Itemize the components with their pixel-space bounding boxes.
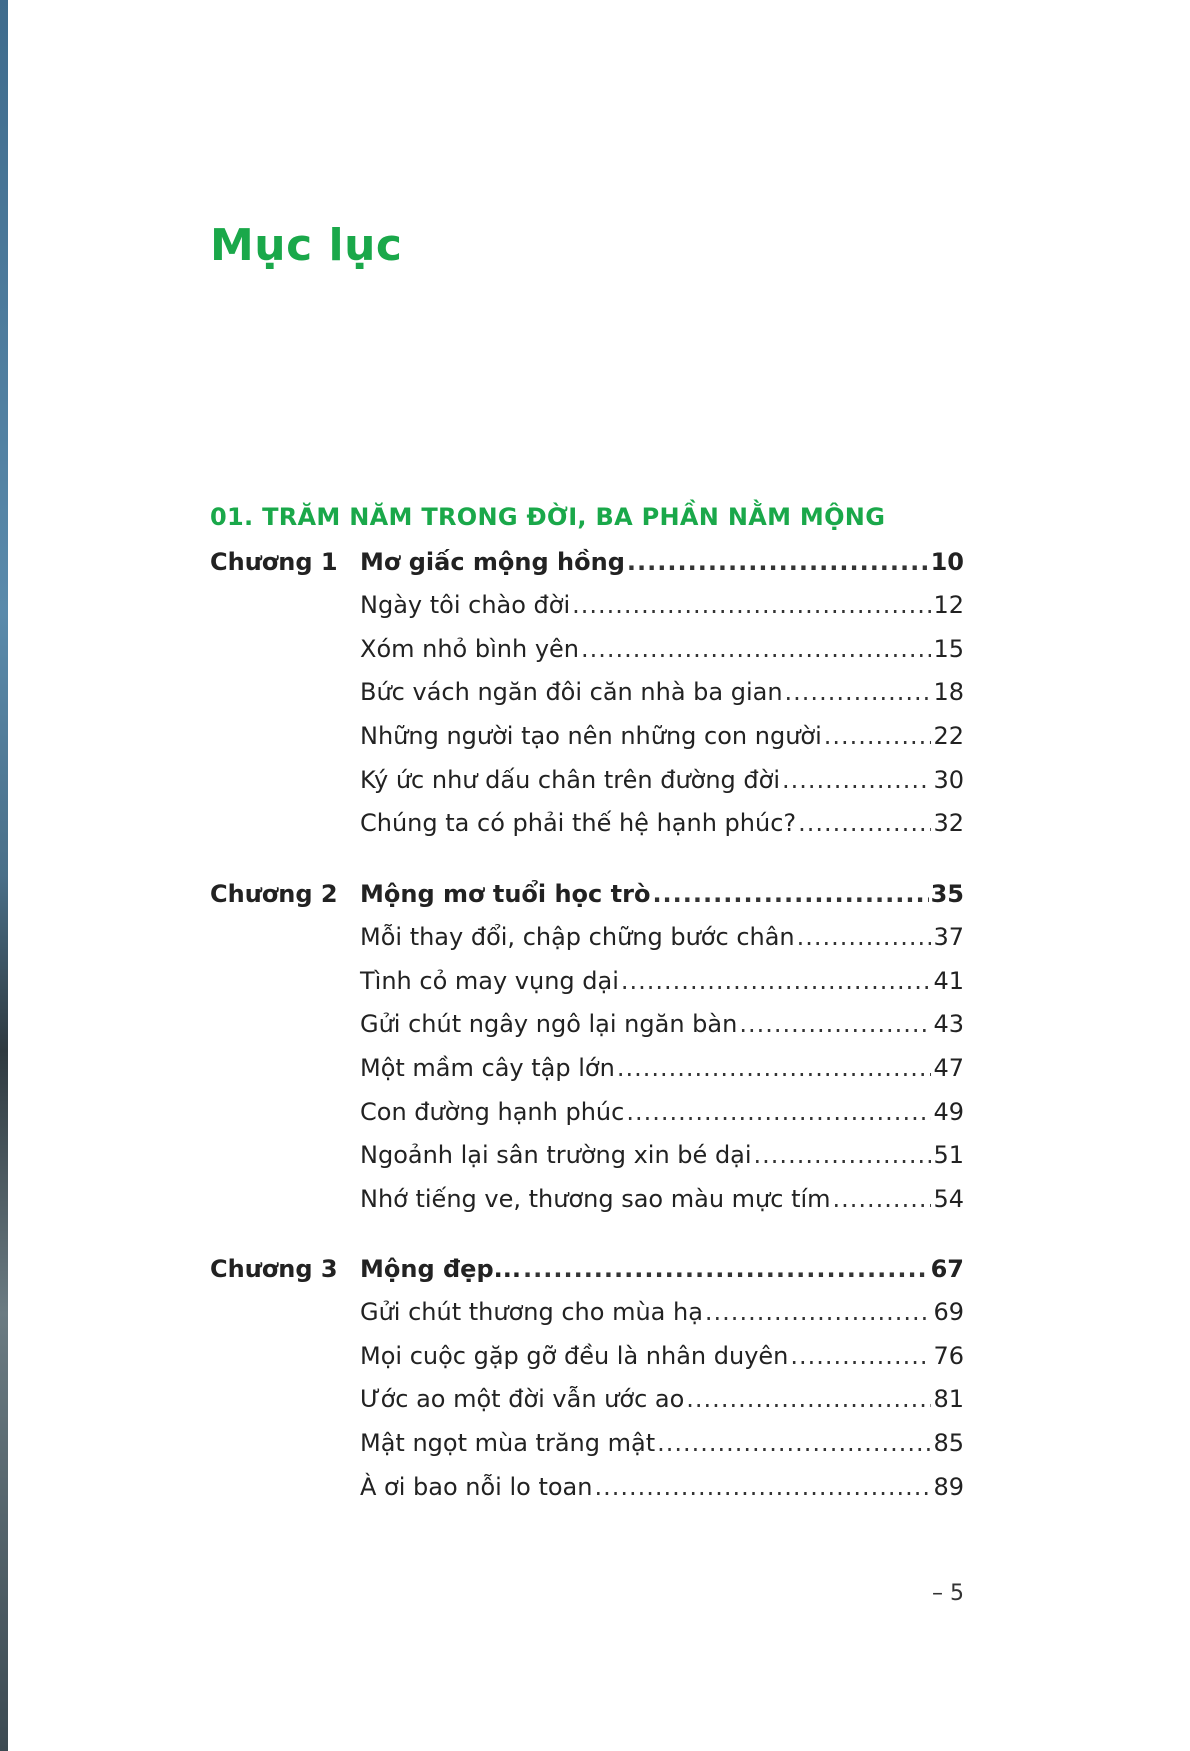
leader-dots	[705, 1294, 932, 1330]
toc-entry-page: 47	[933, 1054, 964, 1082]
leader-dots	[581, 631, 931, 667]
toc-entry-page: 69	[933, 1298, 964, 1326]
toc-entry-page: 18	[933, 678, 964, 706]
toc-entry[interactable]	[360, 587, 964, 623]
toc-entry-page: 89	[933, 1473, 964, 1501]
toc-entry[interactable]	[360, 1137, 964, 1173]
toc-entry-title: Mộng đẹp...	[360, 1255, 521, 1283]
toc-entry-page: 22	[933, 722, 964, 750]
chapter-label: Chương 3	[210, 1255, 338, 1283]
leader-dots	[798, 805, 931, 841]
toc-entry-page: 81	[933, 1385, 964, 1413]
toc-entry-title: Những người tạo nên những con người	[360, 722, 822, 750]
leader-dots	[739, 1006, 931, 1042]
toc-entry-title: Xóm nhỏ bình yên	[360, 635, 579, 663]
chapter-label: Chương 1	[210, 548, 338, 576]
toc-entry-title: Mật ngọt mùa trăng mật	[360, 1429, 656, 1457]
toc-entry-chapter-title[interactable]	[360, 1251, 964, 1287]
toc-entry[interactable]	[360, 1006, 964, 1042]
toc-entry-title: Ước ao một đời vẫn ước ao	[360, 1385, 685, 1413]
toc-entry-title: Mộng mơ tuổi học trò	[360, 880, 651, 908]
toc-entry-page: 67	[930, 1255, 964, 1283]
leader-dots	[797, 919, 932, 955]
toc-entry[interactable]	[360, 762, 964, 798]
leader-dots	[754, 1137, 932, 1173]
leader-dots	[626, 1094, 931, 1130]
toc-entry-page: 37	[933, 923, 964, 951]
leader-dots	[833, 1181, 932, 1217]
part-heading: 01. TRĂM NĂM TRONG ĐỜI, BA PHẦN NẰM MỘNG	[210, 503, 886, 531]
toc-entry-title: Chúng ta có phải thế hệ hạnh phúc?	[360, 809, 797, 837]
toc-entry-title: Ngoảnh lại sân trường xin bé dại	[360, 1141, 752, 1169]
leader-dots	[790, 1338, 931, 1374]
leader-dots	[824, 718, 932, 754]
toc-entry[interactable]	[360, 674, 964, 710]
toc-entry-page: 76	[933, 1342, 964, 1370]
leader-dots	[523, 1251, 929, 1287]
toc-entry[interactable]	[360, 963, 964, 999]
toc-entry-title: Mơ giấc mộng hồng	[360, 548, 625, 576]
toc-entry[interactable]	[360, 718, 964, 754]
leader-dots	[617, 1050, 932, 1086]
page-title: Mục lục	[210, 220, 403, 271]
toc-entry-page: 35	[930, 880, 964, 908]
toc-entry-title: Tình cỏ may vụng dại	[360, 967, 619, 995]
toc-entry-title: Mỗi thay đổi, chập chững bước chân	[360, 923, 795, 951]
leader-dots	[627, 544, 929, 580]
page-number: – 5	[932, 1581, 964, 1606]
leader-dots	[782, 762, 931, 798]
toc-entry[interactable]	[360, 1094, 964, 1130]
toc-entry-page: 10	[930, 548, 964, 576]
toc-entry[interactable]	[360, 1181, 964, 1217]
toc-entry[interactable]	[360, 1469, 964, 1505]
toc-entry-chapter-title[interactable]	[360, 544, 964, 580]
toc-entry-page: 15	[933, 635, 964, 663]
toc-entry-title: Ký ức như dấu chân trên đường đời	[360, 766, 780, 794]
leader-dots	[657, 1425, 931, 1461]
toc-entry-page: 30	[933, 766, 964, 794]
book-edge-strip	[0, 0, 8, 1751]
toc-entry-title: Nhớ tiếng ve, thương sao màu mực tím	[360, 1185, 831, 1213]
toc-entry-title: À ơi bao nỗi lo toan	[360, 1473, 593, 1501]
toc-entry-page: 49	[933, 1098, 964, 1126]
leader-dots	[621, 963, 932, 999]
leader-dots	[686, 1381, 931, 1417]
leader-dots	[652, 876, 928, 912]
toc-entry[interactable]	[360, 631, 964, 667]
toc-entry-page: 51	[933, 1141, 964, 1169]
toc-entry-page: 32	[933, 809, 964, 837]
toc-entry-title: Gửi chút ngây ngô lại ngăn bàn	[360, 1010, 738, 1038]
toc-entry-title: Một mầm cây tập lớn	[360, 1054, 615, 1082]
leader-dots	[594, 1469, 931, 1505]
toc-entry-page: 12	[933, 591, 964, 619]
toc-entry-title: Con đường hạnh phúc	[360, 1098, 625, 1126]
leader-dots	[785, 674, 932, 710]
toc-entry-page: 54	[933, 1185, 964, 1213]
toc-entry-chapter-title[interactable]	[360, 876, 964, 912]
toc-entry-page: 85	[933, 1429, 964, 1457]
toc-entry-title: Mọi cuộc gặp gỡ đều là nhân duyên	[360, 1342, 789, 1370]
toc-entry[interactable]	[360, 1050, 964, 1086]
leader-dots	[572, 587, 931, 623]
toc-entry[interactable]	[360, 1338, 964, 1374]
toc-entry-title: Bức vách ngăn đôi căn nhà ba gian	[360, 678, 783, 706]
toc-entry[interactable]	[360, 919, 964, 955]
toc-entry[interactable]	[360, 1381, 964, 1417]
toc-entry[interactable]	[360, 1294, 964, 1330]
toc-entry[interactable]	[360, 805, 964, 841]
chapter-label: Chương 2	[210, 880, 338, 908]
toc-entry-title: Gửi chút thương cho mùa hạ	[360, 1298, 703, 1326]
toc-entry-title: Ngày tôi chào đời	[360, 591, 571, 619]
toc-entry-page: 41	[933, 967, 964, 995]
toc-entry-page: 43	[933, 1010, 964, 1038]
toc-entry[interactable]	[360, 1425, 964, 1461]
